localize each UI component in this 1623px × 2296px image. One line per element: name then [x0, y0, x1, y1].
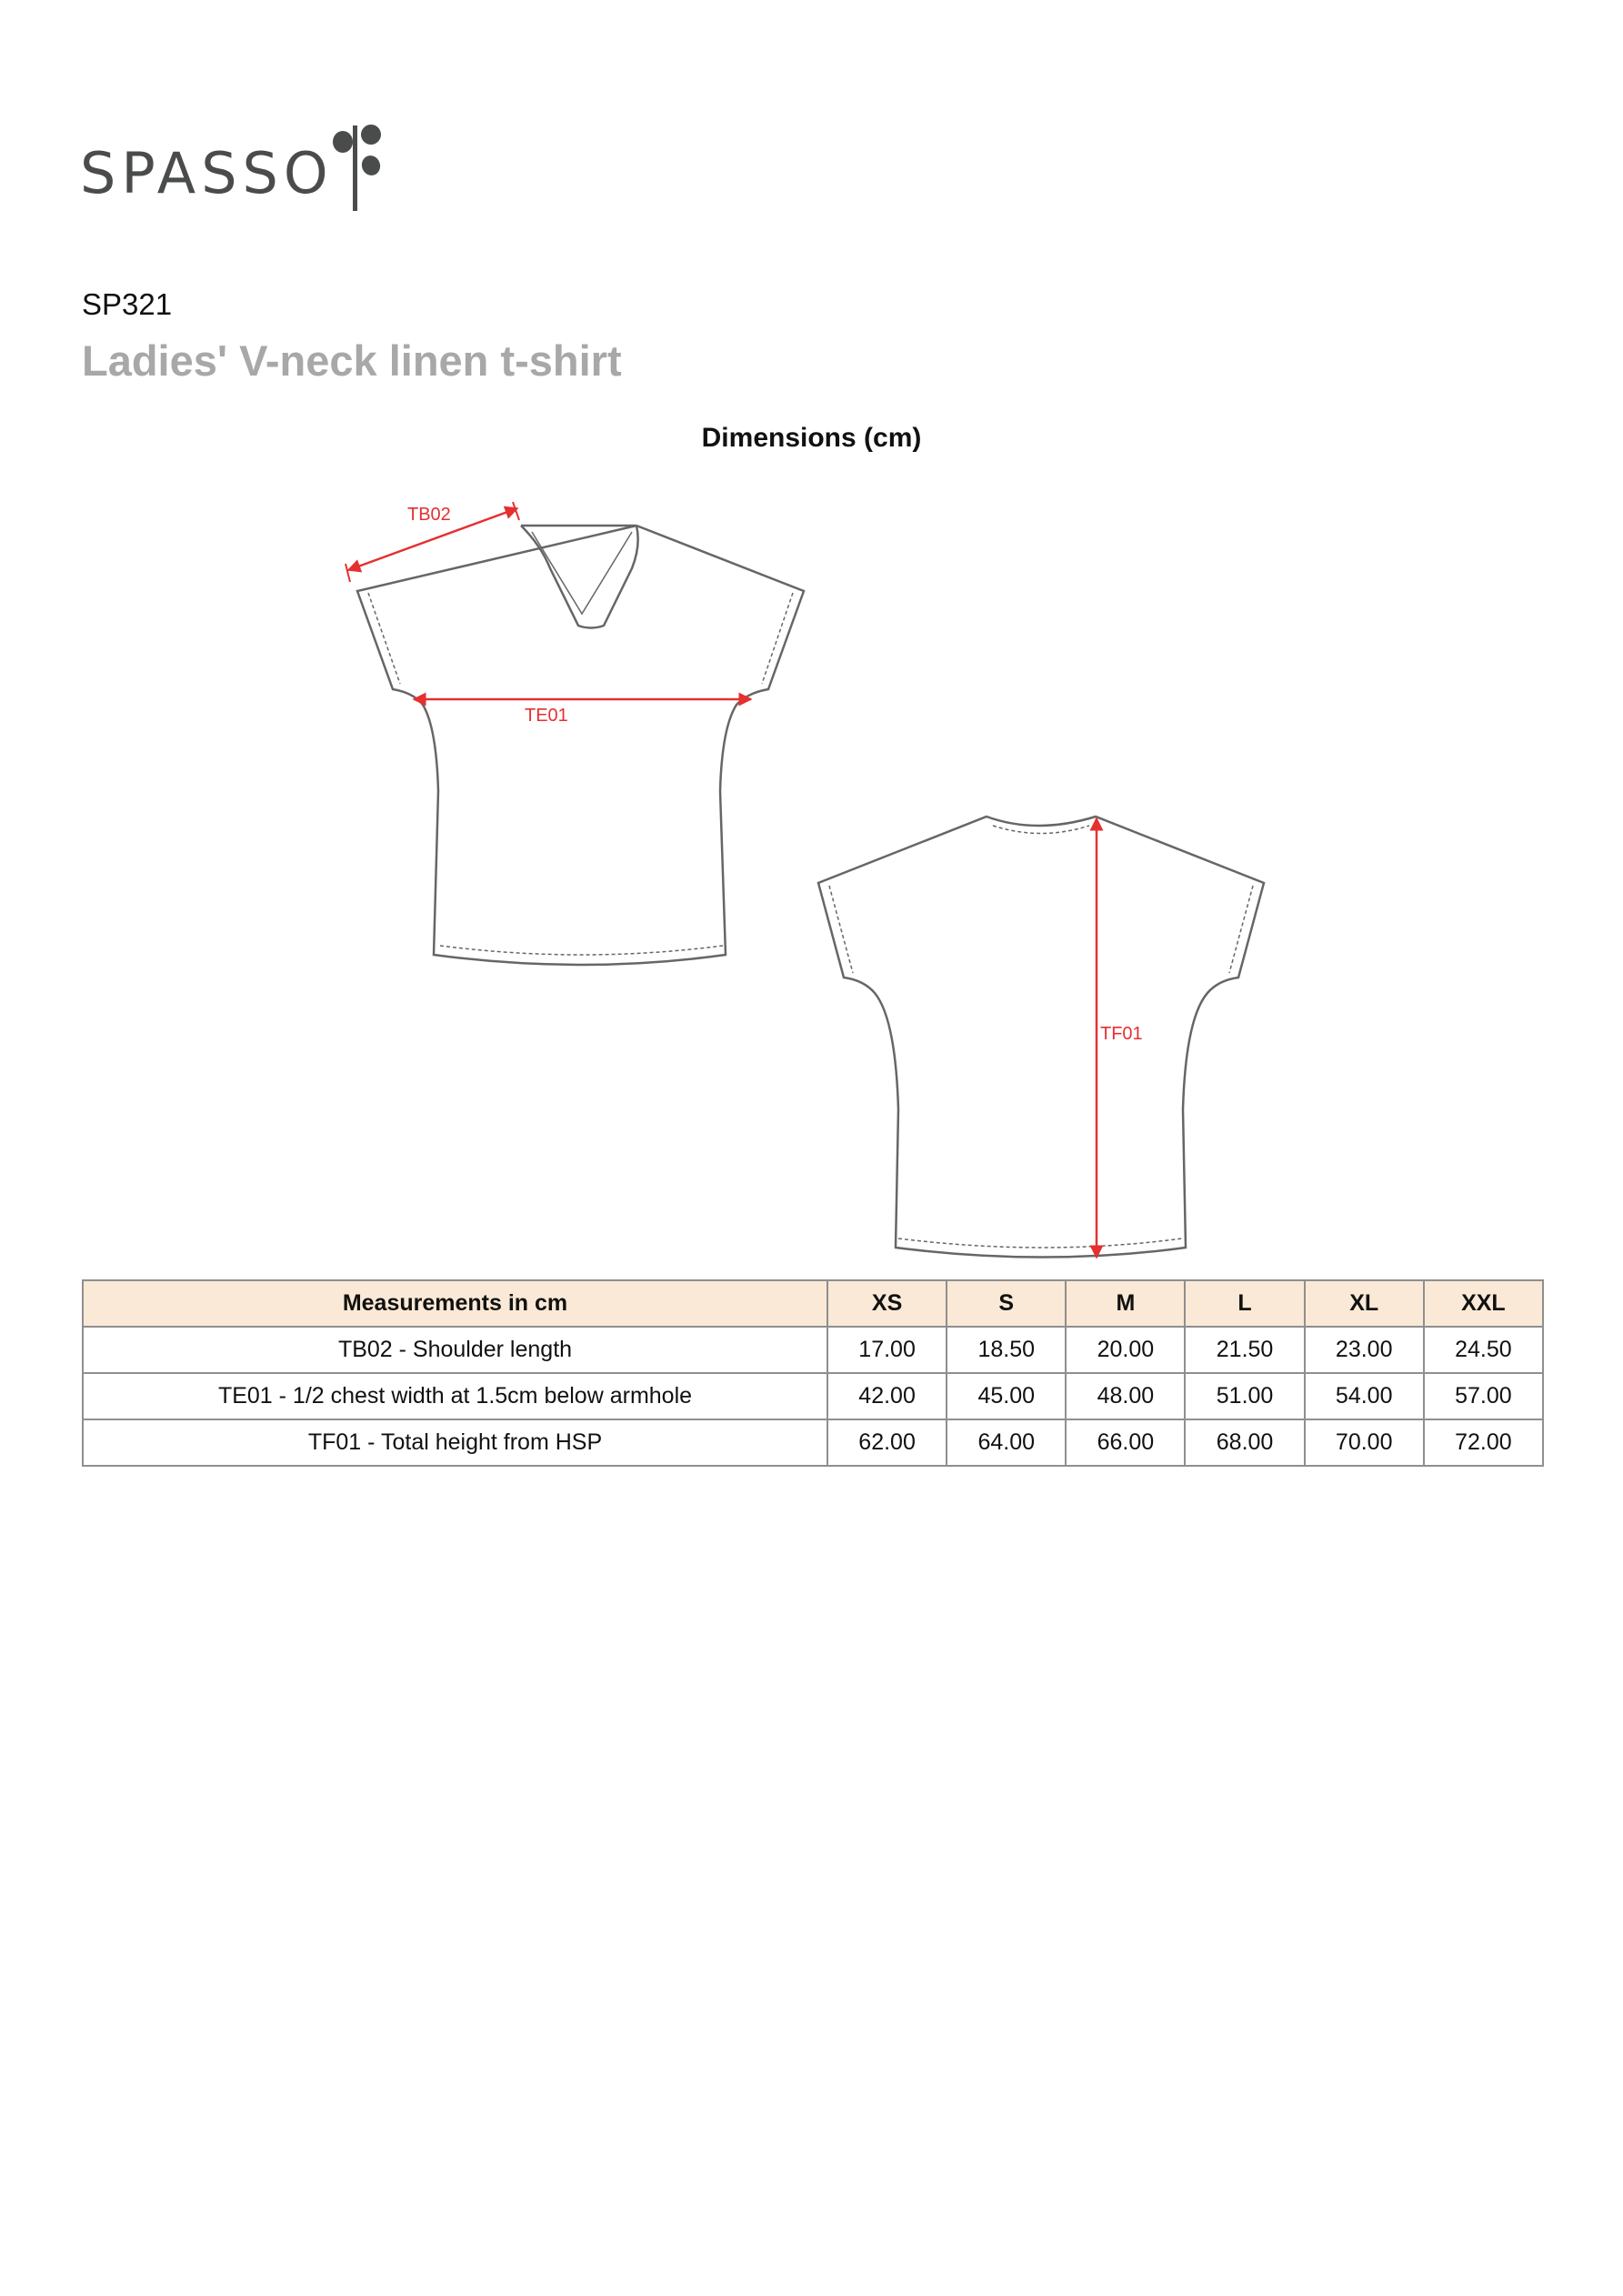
front-sleeve-stitch-right: [762, 593, 793, 684]
shoulder-tick-right: [513, 502, 519, 520]
column-header-size: L: [1185, 1280, 1304, 1327]
back-neck-stitch: [993, 826, 1089, 834]
table-cell: 64.00: [947, 1419, 1066, 1466]
height-label: TF01: [1100, 1024, 1143, 1044]
table-row: [83, 1373, 1543, 1419]
size-table: [82, 1279, 1544, 1467]
brand-name: SPASSO: [80, 140, 334, 206]
table-cell: 57.00: [1424, 1373, 1543, 1419]
product-code: SP321: [82, 287, 173, 321]
table-cell: 51.00: [1185, 1373, 1304, 1419]
leaf-logo-icon: [326, 122, 389, 213]
table-cell: 68.00: [1185, 1419, 1304, 1466]
back-sleeve-stitch-left: [829, 886, 853, 973]
table-cell: 21.50: [1185, 1327, 1304, 1373]
table-cell: 42.00: [827, 1373, 947, 1419]
table-row: [83, 1419, 1543, 1466]
front-view-drawing: [357, 526, 804, 965]
row-label: TE01 - 1/2 chest width at 1.5cm below armhole: [83, 1373, 827, 1419]
table-cell: 20.00: [1066, 1327, 1185, 1373]
table-cell: 48.00: [1066, 1373, 1185, 1419]
table-cell: 18.50: [947, 1327, 1066, 1373]
table-row: [83, 1327, 1543, 1373]
column-header-size: XXL: [1424, 1280, 1543, 1327]
chest-label: TE01: [525, 706, 568, 726]
table-header-row: [83, 1280, 1543, 1327]
table-cell: 66.00: [1066, 1419, 1185, 1466]
front-body-outline: [357, 526, 804, 965]
table-cell: 23.00: [1305, 1327, 1424, 1373]
row-label: TF01 - Total height from HSP: [83, 1419, 827, 1466]
column-header-size: XS: [827, 1280, 947, 1327]
column-header-measurement: Measurements in cm: [83, 1280, 827, 1327]
column-header-size: M: [1066, 1280, 1185, 1327]
table-cell: 54.00: [1305, 1373, 1424, 1419]
table-cell: 62.00: [827, 1419, 947, 1466]
column-header-size: S: [947, 1280, 1066, 1327]
product-name: Ladies' V-neck linen t-shirt: [82, 336, 622, 385]
table-cell: 24.50: [1424, 1327, 1543, 1373]
brand-logo: [80, 122, 398, 222]
shoulder-label: TB02: [407, 505, 451, 525]
front-vneck: [521, 526, 638, 628]
table-cell: 17.00: [827, 1327, 947, 1373]
shoulder-tick-left: [346, 564, 350, 582]
dimensions-title: Dimensions (cm): [701, 423, 922, 453]
back-hem-stitch: [898, 1238, 1182, 1248]
front-vneck-inner: [532, 532, 632, 614]
back-sleeve-stitch-right: [1229, 886, 1253, 973]
front-sleeve-stitch-left: [368, 593, 400, 684]
front-hem-stitch: [440, 946, 723, 955]
column-header-size: XL: [1305, 1280, 1424, 1327]
table-cell: 70.00: [1305, 1419, 1424, 1466]
table-cell: 72.00: [1424, 1419, 1543, 1466]
back-body-outline: [818, 817, 1264, 1258]
row-label: TB02 - Shoulder length: [83, 1327, 827, 1373]
table-cell: 45.00: [947, 1373, 1066, 1419]
back-view-drawing: [818, 817, 1264, 1258]
